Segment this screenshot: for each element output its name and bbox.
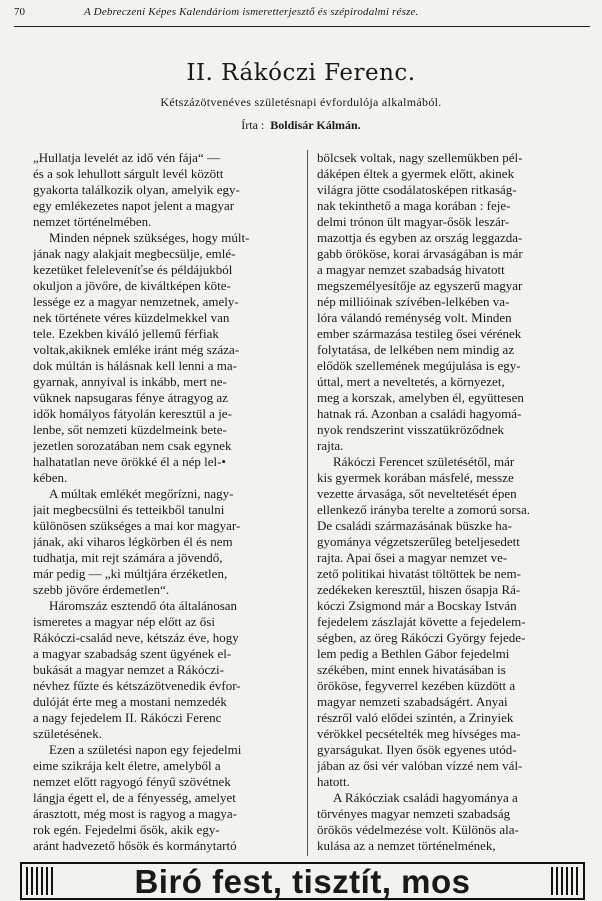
text-line: eime szikrája kelt életre, amelyből a [33,758,221,773]
text-line: delmi trónon ült magyar-ősök leszár- [317,214,510,229]
text-line: vezette árvasága, sőt neveltetését épen [317,486,517,501]
text-line: ségben, az öreg Rákóczi György fejede- [317,630,526,645]
text-line: tele. Ezekben kiváló jellemű férfiak [33,326,219,341]
text-line: lóra válandó reménység volt. Minden [317,310,512,325]
text-line: megszemélyesítője az egyszerű magyar [317,278,523,293]
text-line: gyakorta találkozik olyan, amelyik egy- [33,182,240,197]
text-line: Háromszáz esztendő óta általánosan [49,598,238,613]
text-line: gyarságukat. Ilyen ősök egyenes utód- [317,742,517,757]
text-line: ellenkező irányba terelte a zomorú sorsa. [317,502,530,517]
text-line: ember származása testileg ősei vérének [317,326,522,341]
text-line: voltak,akiknek emléke iránt még száza- [33,342,240,357]
text-line: rajta. Apai ősei a magyar nemzet ve- [317,550,508,565]
page-number: 70 [14,6,25,18]
text-line: hatnak rá. Azonban a családi hagyomá- [317,406,522,421]
text-line: nyok rendszerint visszatükröződnek [317,422,505,437]
text-line: meg a korszak, amelyben él, együttesen [317,390,524,405]
text-line: jának nagy alakjait megbecsülje, emlé- [33,246,236,261]
text-line: a magyar szabadság szent ügyének el- [33,646,232,661]
text-line: halhatatlan neve örökké él a nép lel-• [33,454,226,469]
header-rule [14,26,590,27]
text-line: folytatása, de lelkében nem mindig az [317,342,515,357]
text-line: kezetüket feleleveníťse és példájukból [33,262,233,277]
text-line: hatott. [317,774,350,789]
article-subtitle: Kétszázötvenéves születésnapi évfordulója alkalmából. [160,95,442,109]
text-line: rok egén. Fejedelmi ősök, akik egy- [33,822,220,837]
text-line: székében, mint ennek hivatásában is [317,662,506,677]
text-line: Rákóczi-család neve, kétszáz éve, hogy [33,630,239,645]
text-line: nép millióinak szívében-lelkében va- [317,294,510,309]
text-line: és a sok lehullott sárgult levél között [33,166,224,181]
text-line: törvényes magyar nemzeti szabadság [317,806,511,821]
text-line: kében. [33,470,68,485]
text-line: Ezen a születési napon egy fejedelmi [49,742,242,757]
text-line: ismeretes a magyar nép előtt az ősi [33,614,215,629]
text-line: Minden népnek szükséges, hogy múlt- [49,230,250,245]
text-line: lessége ez a magyar nemzetnek, amely- [33,294,239,309]
text-line: zedékeken keresztül, hiszen ősapja Rá- [317,582,521,597]
text-line: idők homályos fátyolán keresztül a je- [33,406,232,421]
text-line: a magyar nemzet szabadság hivatott [317,262,505,277]
text-line: árasztott, még most is ragyog a magya- [33,806,237,821]
text-line: dulóját érte meg a mostani nemzedék [33,694,227,709]
ornament-right-icon [551,867,579,895]
text-line: dáképen éltek a gyermek előtt, akinek [317,166,515,181]
text-line: aránt hadvezető hősök és kormánytartó [33,838,237,853]
text-line: névhez fűzte és kétszázötvenedik évfor- [33,678,241,693]
text-line: vüknek napsugaras fénye átragyog az [33,390,228,405]
text-line: lángja égett el, de a fényesség, amelyet [33,790,236,805]
text-line: jait megbecsülni és tetteikből tanulni [33,502,225,517]
text-line: a nagy fejedelem II. Rákóczi Ferenc [33,710,222,725]
text-line: nek története véres küzdelmekkel van [33,310,230,325]
text-line: zető politikai hivatást töltöttek be nem- [317,566,521,581]
text-line: örökös védelmezése volt. Különös ala- [317,822,519,837]
text-line: jában az ősi vér valóban vízzé nem vál- [317,758,523,773]
column-divider [307,150,308,856]
ornament-left-icon [26,867,54,895]
text-line: mazottja és egyben az ország leggazda- [317,230,523,245]
text-line: különösen szükséges a mai kor magyar- [33,518,241,533]
byline-prefix: Írta : [241,118,265,132]
text-line: kulása az a nemzet történelmének, [317,838,496,853]
text-line: bukását a magyar nemzet a Rákóczi- [33,662,224,677]
text-line: jának, aki viharos légkörben él és nem [33,534,233,549]
text-line: nemzet előtt ragyogó fényű szövétnek [33,774,231,789]
article-title: II. Rákóczi Ferenc. [186,60,416,86]
text-line: részről való elődei szintén, a Zrinyiek [317,710,514,725]
text-line: már pedig — „ki múltjára érzéketlen, [33,566,228,581]
advertisement-text: Biró fest, tisztít, mos [134,863,471,900]
text-line: dok múltán is hálásnak kell lenni a ma- [33,358,237,373]
text-line: nemzet történelmében. [33,214,152,229]
text-line: fejedelem zászlaját követte a fejedelem- [317,614,526,629]
text-line: kóczi Zsigmond már a Bocskay István [317,598,517,613]
text-line: nak tekinthető a maga korában : feje- [317,198,511,213]
text-line: örököse, fegyverrel kezében küzdött a [317,678,516,693]
running-title: A Debreczeni Képes Kalendáriom ismeretterjesztő és szépirodalmi része. [84,6,419,18]
text-line: Rákóczi Ferencet születésétől, már [333,454,515,469]
text-line: tudhatja, mit rejt számára a jövendő, [33,550,223,565]
text-line: világra jötte csodálatosképen ritkaság- [317,182,517,197]
text-line: vérökkel pecsételték meg hívséges ma- [317,726,521,741]
text-line: elődök szellemének megújulása is egy- [317,358,521,373]
text-line: születésének. [33,726,102,741]
text-line: egy emlékezetes napot jelent a magyar [33,198,235,213]
text-line: gabb örököse, korai árvaságában is már [317,246,523,261]
text-line: A múltak emlékét megőrízni, nagy- [49,486,234,501]
text-column-right [317,150,586,856]
text-line: De családi származásának büszke ha- [317,518,512,533]
author-name: Boldisár Kálmán. [270,118,361,132]
text-line: gyománya végzetszerűleg beteljesedett [317,534,520,549]
text-line: gyarnak, annyival is inkább, mert ne- [33,374,227,389]
text-line: szebb jövőre érdemetlen“. [33,582,170,597]
text-line: bölcsek voltak, nagy szellemükben pél- [317,150,523,165]
text-line: magyar nemzeti szabadságért. Anyai [317,694,508,709]
byline [0,118,602,133]
running-header [14,6,590,22]
advertisement-banner [20,862,585,900]
text-line: jezetlen sorozatában nem csak egynek [33,438,232,453]
text-column-left [33,150,302,856]
text-line: úttal, mert a neveltetés, a környezet, [317,374,505,389]
text-line: kis gyermek korában másfelé, messze [317,470,514,485]
text-line: okuljon a jövőre, de kiváltképen köte- [33,278,231,293]
text-line: „Hullatja levelét az idő vén fája“ — [33,150,220,165]
text-line: A Rákócziak családi hagyománya a [333,790,518,805]
text-line: rajta. [317,438,344,453]
text-line: lem pedig a Bethlen Gábor fejedelmi [317,646,510,661]
text-line: lenbe, sőt nemzeti küzdelmeink bete- [33,422,227,437]
